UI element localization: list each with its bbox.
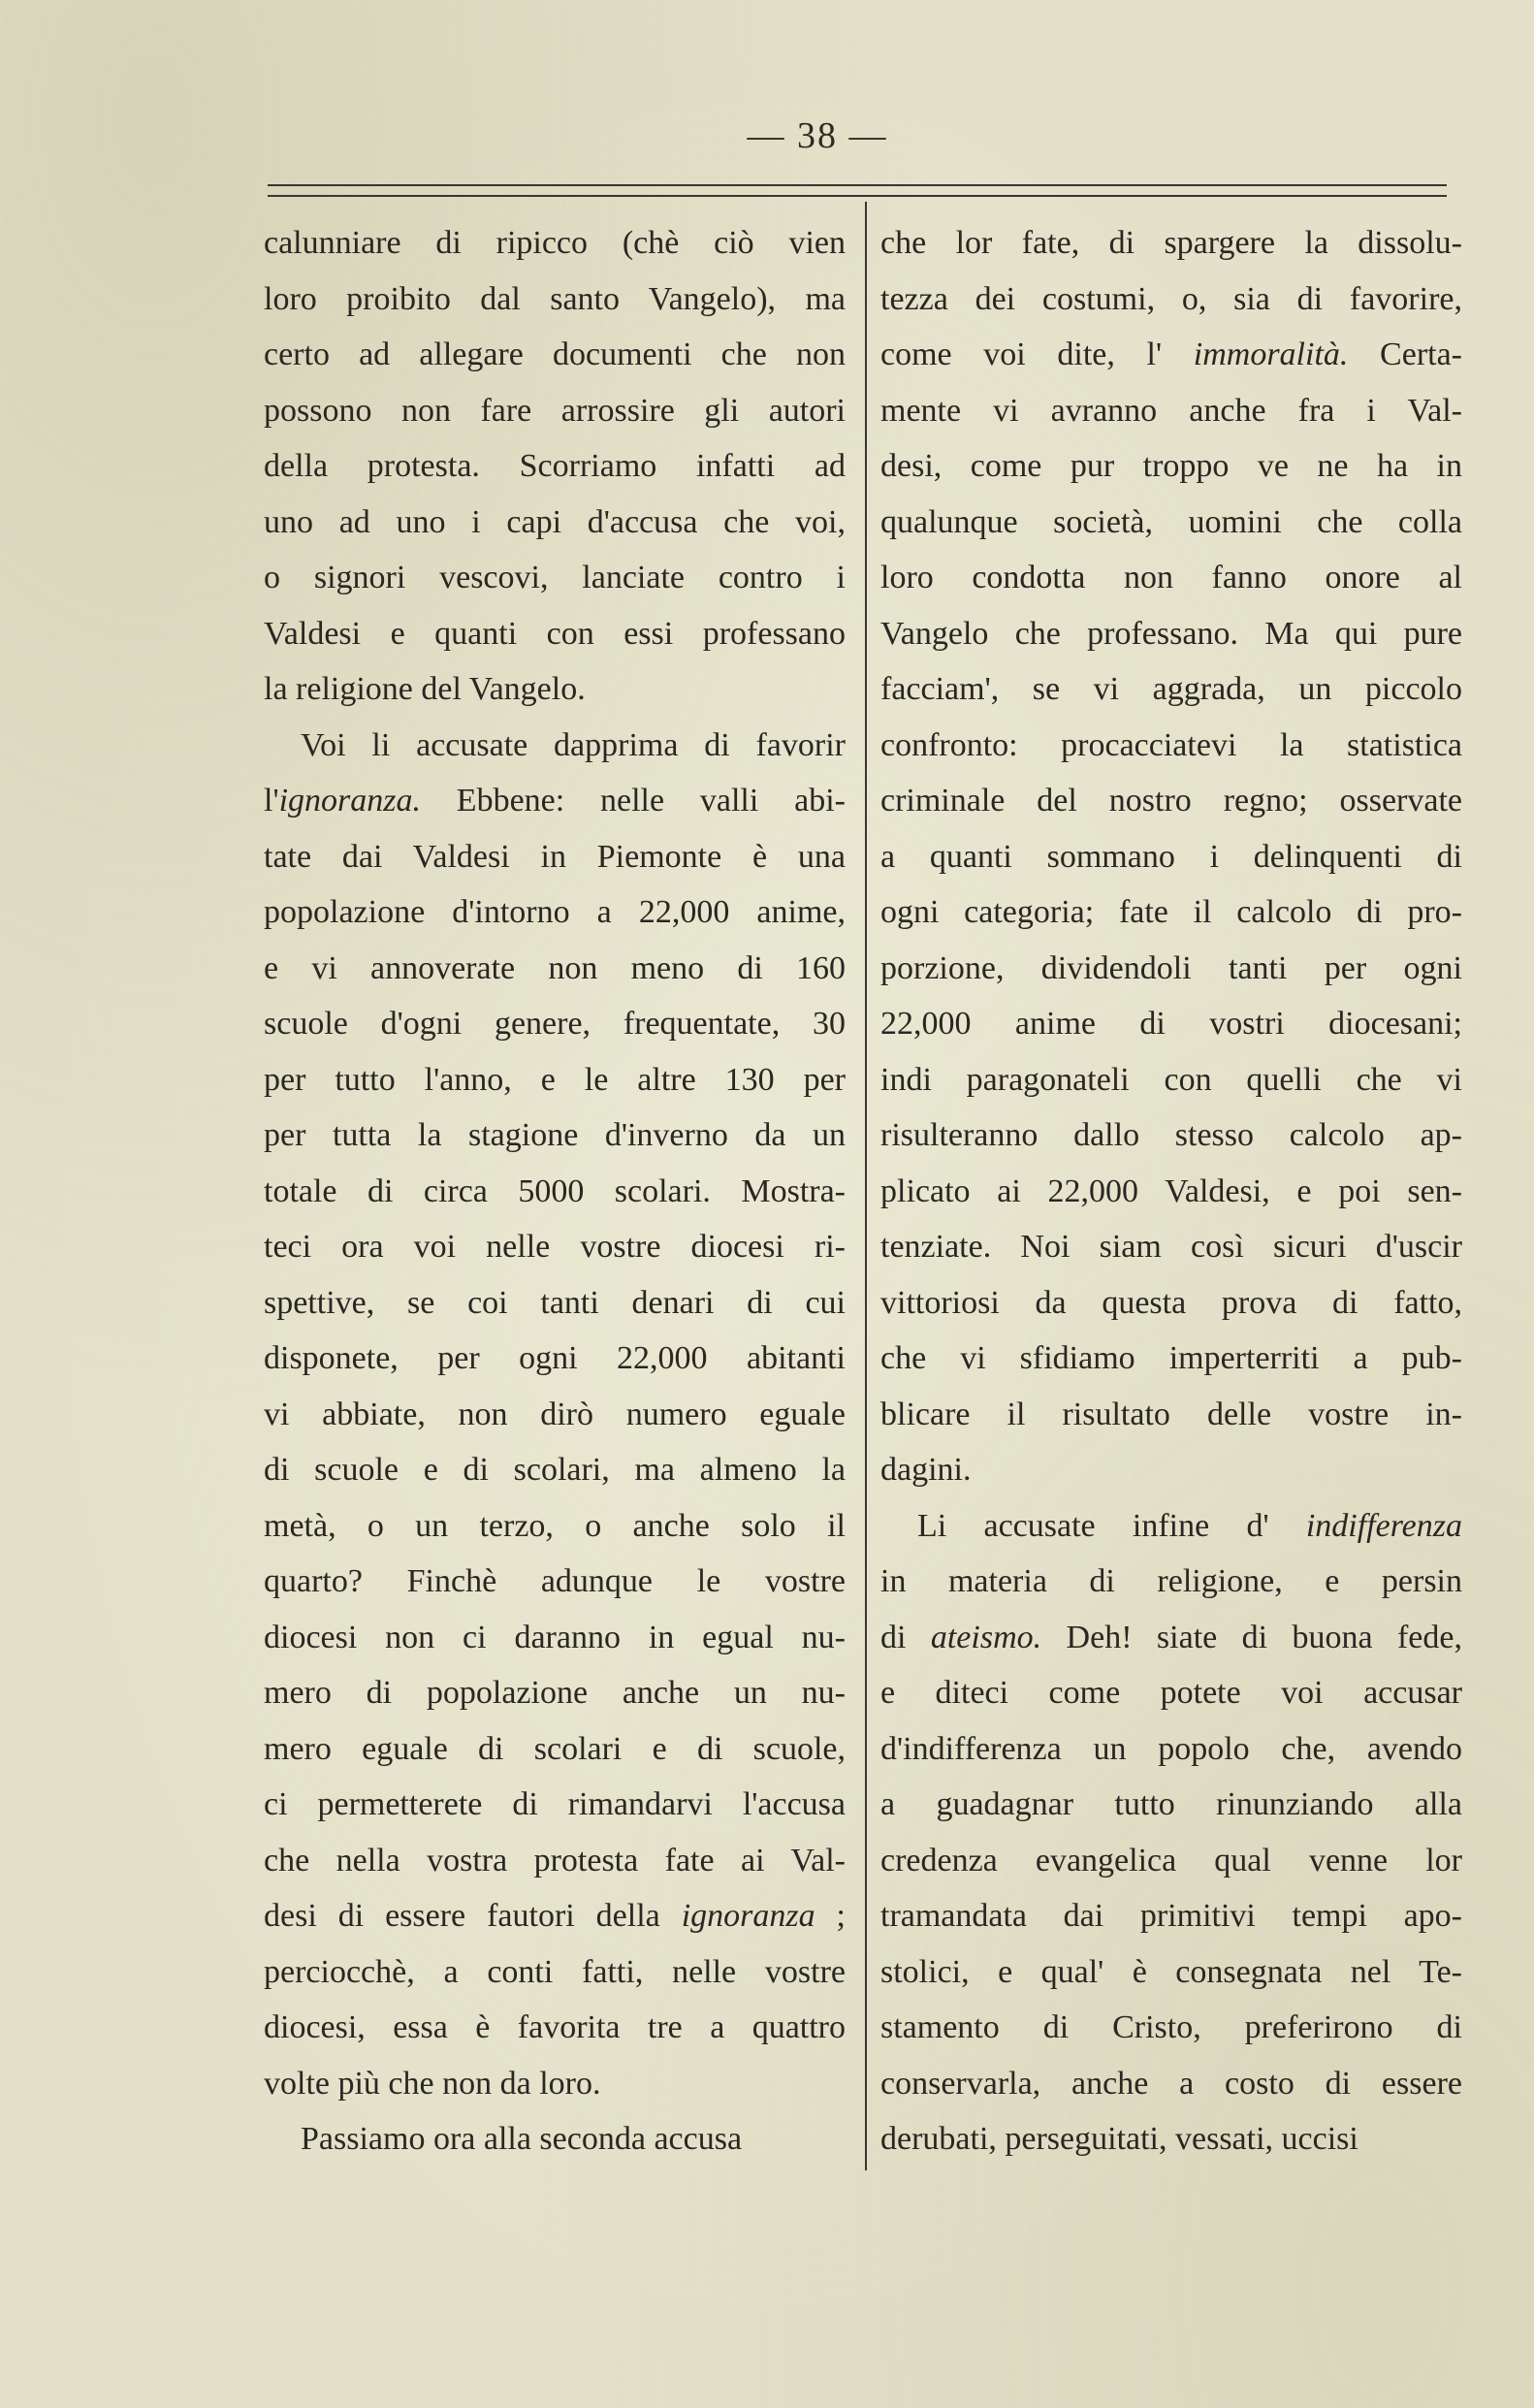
text-line: Passiamo ora alla seconda accusa xyxy=(301,2121,743,2157)
text-line: desi, come pur troppo ve ne ha in xyxy=(880,448,1462,484)
italic-term: indifferenza xyxy=(1305,1507,1462,1544)
text-line: Valdesi e quanti con essi professano xyxy=(264,615,846,652)
text-segment: desi di essere fautori della xyxy=(264,1898,682,1934)
text-line: derubati, perseguitati, vessati, uccisi xyxy=(880,2121,1358,2157)
text-segment: di xyxy=(880,1619,931,1655)
text-segment: Certa- xyxy=(1348,337,1462,372)
text-line: mero di popolazione anche un nu- xyxy=(264,1675,846,1711)
text-line: risulteranno dallo stesso calcolo ap- xyxy=(880,1117,1462,1153)
text-line: e vi annoverate non meno di 160 xyxy=(264,949,846,986)
header-rule xyxy=(268,184,1447,186)
text-line: porzione, dividendoli tanti per ogni xyxy=(880,949,1462,986)
column-divider xyxy=(865,202,867,2170)
text-line: plicato ai 22,000 Valdesi, e poi sen- xyxy=(880,1172,1462,1209)
text-line: che nella vostra protesta fate ai Val- xyxy=(264,1842,846,1878)
text-line xyxy=(880,1498,1462,1555)
text-line: a guadagnar tutto rinunziando alla xyxy=(880,1786,1462,1822)
text-line: teci ora voi nelle vostre diocesi ri- xyxy=(264,1229,846,1265)
text-line: criminale del nostro regno; osservate xyxy=(880,783,1462,819)
text-line: stolici, e qual' è consegnata nel Te- xyxy=(880,1953,1462,1990)
text-line: uno ad uno i capi d'accusa che voi, xyxy=(264,503,846,540)
text-line: Voi li accusate dapprima di favorir xyxy=(301,726,846,763)
text-line: diocesi non ci daranno in egual nu- xyxy=(264,1619,846,1655)
text-line: tramandata dai primitivi tempi apo- xyxy=(880,1898,1462,1934)
text-line: metà, o un terzo, o anche solo il xyxy=(264,1507,846,1544)
text-segment: Li accusate infine d' xyxy=(917,1507,1306,1544)
text-line: spettive, se coi tanti denari di cui xyxy=(264,1284,846,1321)
text-line: Vangelo che professano. Ma qui pure xyxy=(880,615,1462,652)
text-segment: ; xyxy=(815,1898,846,1934)
text-line: a quanti sommano i delinquenti di xyxy=(880,838,1462,875)
text-line: che lor fate, di spargere la dissolu- xyxy=(880,225,1462,261)
text-line: in materia di religione, e persin xyxy=(880,1563,1462,1599)
text-line: confronto: procacciatevi la statistica xyxy=(880,726,1462,763)
text-line: che vi sfidiamo imperterriti a pub- xyxy=(880,1340,1462,1376)
italic-term: immoralità. xyxy=(1193,337,1349,372)
text-line: certo ad allegare documenti che non xyxy=(264,337,846,372)
text-line: vi abbiate, non dirò numero eguale xyxy=(264,1396,846,1432)
text-line: per tutta la stagione d'inverno da un xyxy=(264,1117,846,1153)
text-line: tate dai Valdesi in Piemonte è una xyxy=(264,838,846,875)
right-column xyxy=(880,215,1462,2167)
italic-term: ateismo. xyxy=(930,1619,1042,1655)
text-line xyxy=(264,773,846,829)
text-line: totale di circa 5000 scolari. Mostra- xyxy=(264,1172,846,1209)
text-line: della protesta. Scorriamo infatti ad xyxy=(264,448,846,484)
text-line: volte più che non da loro. xyxy=(264,2065,601,2102)
text-line xyxy=(264,1888,846,1944)
italic-term: ignoranza xyxy=(681,1898,815,1934)
text-line: tenziate. Noi siam così sicuri d'uscir xyxy=(880,1229,1462,1265)
text-line: di scuole e di scolari, ma almeno la xyxy=(264,1452,846,1488)
text-line: diocesi, essa è favorita tre a quattro xyxy=(264,2009,846,2045)
text-segment: l' xyxy=(264,783,279,819)
text-line: conservarla, anche a costo di essere xyxy=(880,2065,1462,2102)
text-segment: Deh! siate di buona fede, xyxy=(1041,1619,1462,1655)
text-line: stamento di Cristo, preferirono di xyxy=(880,2009,1462,2045)
text-line: quarto? Finchè adunque le vostre xyxy=(264,1563,846,1599)
italic-term: ignoranza. xyxy=(278,783,421,819)
text-line: disponete, per ogni 22,000 abitanti xyxy=(264,1340,846,1376)
text-line: qualunque società, uomini che colla xyxy=(880,503,1462,540)
text-line: ci permetterete di rimandarvi l'accusa xyxy=(264,1786,846,1822)
text-line: ogni categoria; fate il calcolo di pro- xyxy=(880,894,1462,930)
text-line xyxy=(880,1610,1462,1666)
text-line: facciam', se vi aggrada, un piccolo xyxy=(880,671,1462,707)
text-line: d'indifferenza un popolo che, avendo xyxy=(880,1730,1462,1767)
text-line: scuole d'ogni genere, frequentate, 30 xyxy=(264,1006,846,1042)
text-line xyxy=(880,327,1462,383)
page-number: — 38 — xyxy=(747,115,888,156)
text-line: dagini. xyxy=(880,1452,972,1488)
text-line: 22,000 anime di vostri diocesani; xyxy=(880,1006,1462,1042)
text-line: loro condotta non fanno onore al xyxy=(880,560,1462,595)
text-line: blicare il risultato delle vostre in- xyxy=(880,1396,1462,1432)
text-line: e diteci come potete voi accusar xyxy=(880,1675,1462,1711)
text-segment: come voi dite, l' xyxy=(880,337,1194,372)
text-line: calunniare di ripicco (chè ciò vien xyxy=(264,225,846,261)
text-line: la religione del Vangelo. xyxy=(264,671,586,707)
text-line: o signori vescovi, lanciate contro i xyxy=(264,560,846,595)
text-line: perciocchè, a conti fatti, nelle vostre xyxy=(264,1953,846,1990)
text-line: per tutto l'anno, e le altre 130 per xyxy=(264,1061,846,1098)
header-rule-secondary xyxy=(268,195,1447,197)
text-line: possono non fare arrossire gli autori xyxy=(264,392,846,429)
text-line: mente vi avranno anche fra i Val- xyxy=(880,392,1462,429)
text-line: popolazione d'intorno a 22,000 anime, xyxy=(264,894,846,930)
text-line: mero eguale di scolari e di scuole, xyxy=(264,1730,846,1767)
text-line: tezza dei costumi, o, sia di favorire, xyxy=(880,280,1462,317)
text-line: loro proibito dal santo Vangelo), ma xyxy=(264,280,846,317)
text-line: credenza evangelica qual venne lor xyxy=(880,1842,1462,1878)
text-line: indi paragonateli con quelli che vi xyxy=(880,1061,1462,1098)
text-line: vittoriosi da questa prova di fatto, xyxy=(880,1284,1462,1321)
left-column xyxy=(264,215,846,2167)
text-segment: Ebbene: nelle valli abi- xyxy=(421,783,846,819)
